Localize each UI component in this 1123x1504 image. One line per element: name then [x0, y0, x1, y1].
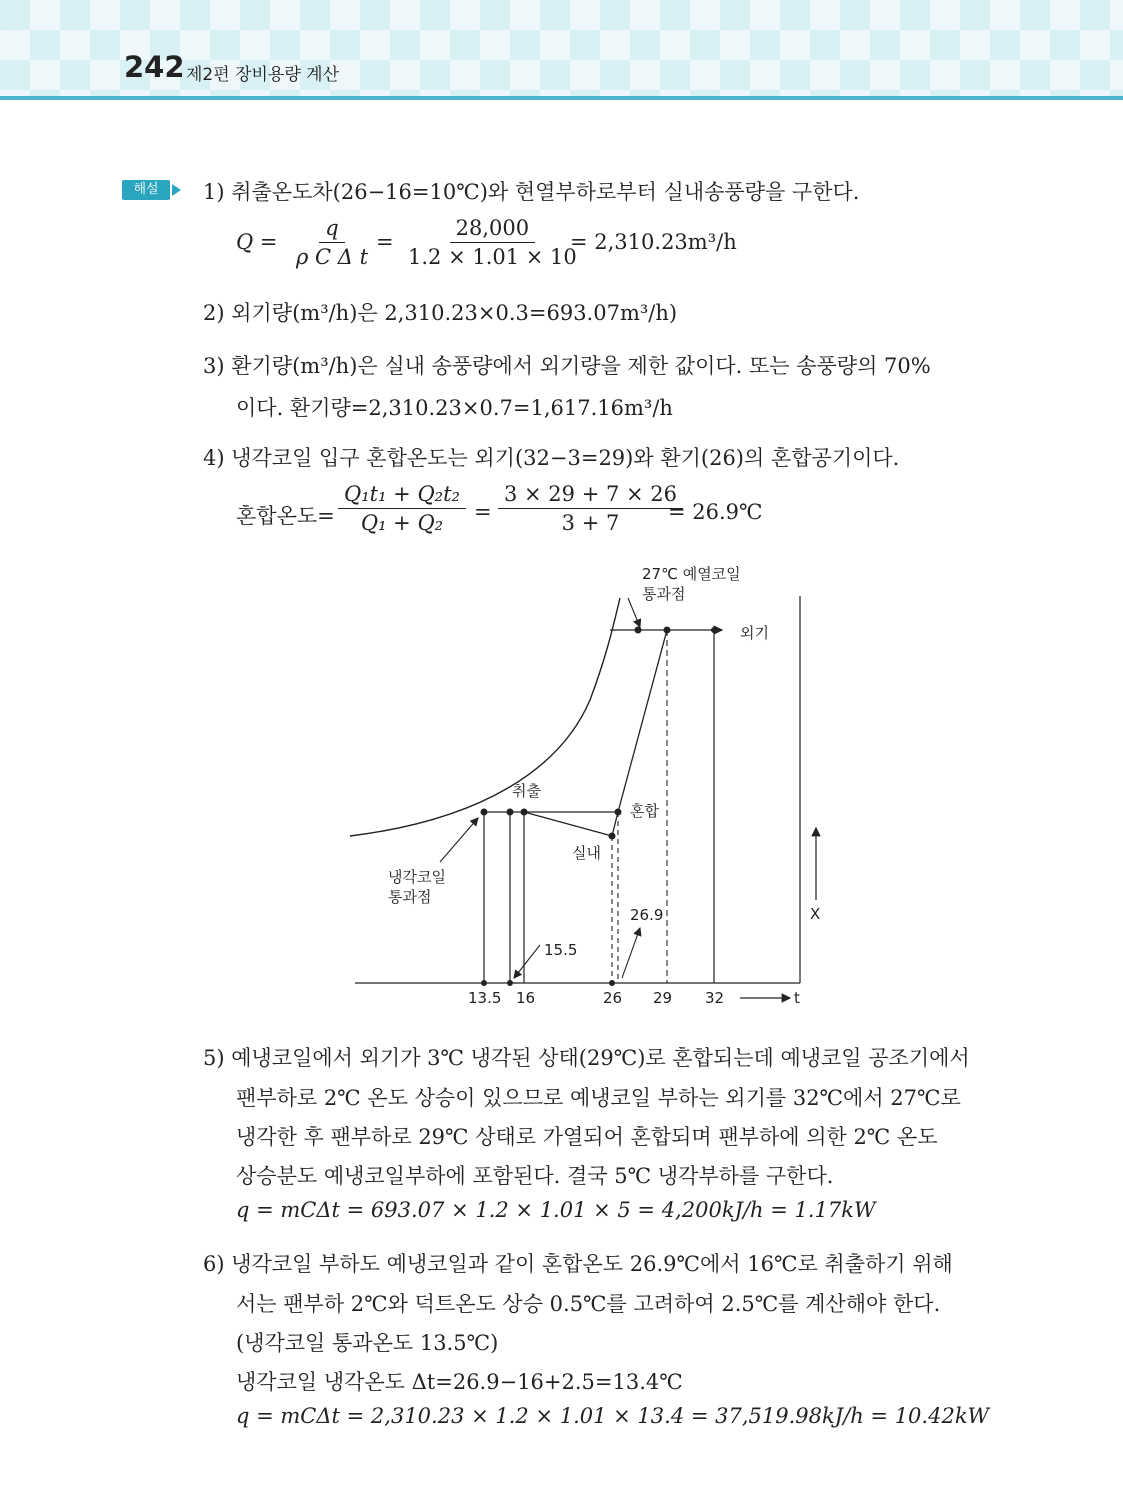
preheat-arrow — [628, 598, 640, 627]
step-6-line-1: 6) 냉각코일 부하도 예냉코일과 같이 혼합온도 26.9℃에서 16℃로 취출하기 위해 — [203, 1252, 953, 1276]
step-5-equation: q = mCΔt = 693.07 × 1.2 × 1.01 × 5 = 4,200kJ/h = 1.17kW — [236, 1198, 876, 1222]
label-coil-1: 냉각코일 — [388, 868, 446, 886]
step-1-eq-rhs: = 2,310.23m³/h — [570, 230, 737, 254]
step-3-line-1: 3) 환기량(m³/h)은 실내 송풍량에서 외기량을 제한 값이다. 또는 송풍량의 70% — [203, 354, 931, 378]
label-26-9: 26.9 — [630, 906, 664, 924]
step-1-f2-num: 28,000 — [450, 216, 535, 243]
tick-13-5: 13.5 — [468, 989, 502, 1007]
page-number: 242 — [124, 50, 185, 84]
tick-26: 26 — [603, 989, 623, 1007]
label-x: X — [810, 905, 821, 923]
coil-arrow — [440, 818, 478, 862]
label-room: 실내 — [572, 844, 601, 862]
step-4-eq-rhs: = 26.9℃ — [668, 500, 763, 524]
supply-room-line — [524, 812, 612, 836]
step-5-line-2: 팬부하로 2℃ 온도 상승이 있으므로 예냉코일 부하는 외기를 32℃에서 27℃로 — [236, 1086, 961, 1110]
label-preheat-2: 통과점 — [642, 585, 686, 603]
tick-16: 16 — [516, 989, 536, 1007]
label-mix: 혼합 — [630, 802, 659, 820]
step-1-f1-num: q — [319, 216, 344, 243]
saturation-curve — [350, 598, 620, 836]
point-outdoor — [711, 627, 717, 633]
base-15-5 — [507, 980, 513, 986]
step-1-f1-den: ρ C Δ t — [296, 245, 369, 269]
point-coil — [481, 809, 488, 816]
point-preheat — [635, 627, 642, 634]
point-supply — [521, 809, 528, 816]
label-supply: 취출 — [512, 782, 541, 800]
arrow-15-5 — [514, 945, 540, 978]
step-4-f1-den: Q₁ + Q₂ — [360, 511, 444, 535]
step-4-f1-num: Q₁t₁ + Q₂t₂ — [338, 482, 466, 509]
label-15-5: 15.5 — [544, 941, 578, 959]
tick-32: 32 — [705, 989, 725, 1007]
point-outdoor-mix — [664, 627, 671, 634]
step-6-line-2: 서는 팬부하 2℃와 덕트온도 상승 0.5℃를 고려하여 2.5℃를 계산해야 한다. — [236, 1292, 941, 1316]
step-4-eq-mid: = — [474, 500, 492, 524]
chapter-title: 제2편 장비용량 계산 — [186, 65, 339, 85]
base-26 — [609, 980, 615, 986]
step-6-equation: q = mCΔt = 2,310.23 × 1.2 × 1.01 × 13.4 = 37,519.98kJ/h = 10.42kW — [236, 1404, 990, 1428]
step-4-f2-den: 3 + 7 — [561, 511, 620, 535]
room-mix-line — [612, 812, 618, 836]
point-15-5 — [507, 809, 514, 816]
step-4-f2-num: 3 × 29 + 7 × 26 — [498, 482, 683, 509]
step-1-f2-den: 1.2 × 1.01 × 10 — [408, 245, 577, 269]
base-13-5 — [481, 980, 487, 986]
step-1-text: 1) 취출온도차(26−16=10℃)와 현열부하로부터 실내송풍량을 구한다. — [203, 180, 860, 204]
mix-line-outdoor — [618, 630, 667, 812]
step-6-line-4: 냉각코일 냉각온도 Δt=26.9−16+2.5=13.4℃ — [236, 1370, 683, 1394]
label-outdoor: 외기 — [740, 624, 769, 642]
step-1-eq-lhs: Q = — [236, 230, 278, 254]
step-4-text: 4) 냉각코일 입구 혼합온도는 외기(32−3=29)와 환기(26)의 혼합공기이다. — [203, 446, 900, 470]
step-6-line-3: (냉각코일 통과온도 13.5℃) — [236, 1331, 499, 1355]
tick-29: 29 — [653, 989, 673, 1007]
step-3-line-2: 이다. 환기량=2,310.23×0.7=1,617.16m³/h — [236, 396, 673, 420]
step-5-line-4: 상승분도 예냉코일부하에 포함된다. 결국 5℃ 냉각부하를 구한다. — [236, 1164, 834, 1188]
step-5-line-3: 냉각한 후 팬부하로 29℃ 상태로 가열되어 혼합되며 팬부하에 의한 2℃ 온도 — [236, 1125, 938, 1149]
point-mix — [615, 809, 622, 816]
step-2-text: 2) 외기량(m³/h)은 2,310.23×0.3=693.07m³/h) — [203, 301, 678, 325]
label-preheat-1: 27℃ 예열코일 — [642, 565, 741, 583]
label-coil-2: 통과점 — [388, 888, 432, 906]
arrow-26-9 — [622, 928, 640, 978]
axis-t: t — [794, 989, 800, 1007]
solution-badge: 해설 — [122, 180, 170, 200]
step-4-eq-lhs: 혼합온도= — [236, 504, 335, 528]
point-room — [609, 833, 616, 840]
step-1-eq-mid: = — [376, 230, 394, 254]
step-5-line-1: 5) 예냉코일에서 외기가 3℃ 냉각된 상태(29℃)로 혼합되는데 예냉코일 공조기에서 — [203, 1046, 970, 1070]
